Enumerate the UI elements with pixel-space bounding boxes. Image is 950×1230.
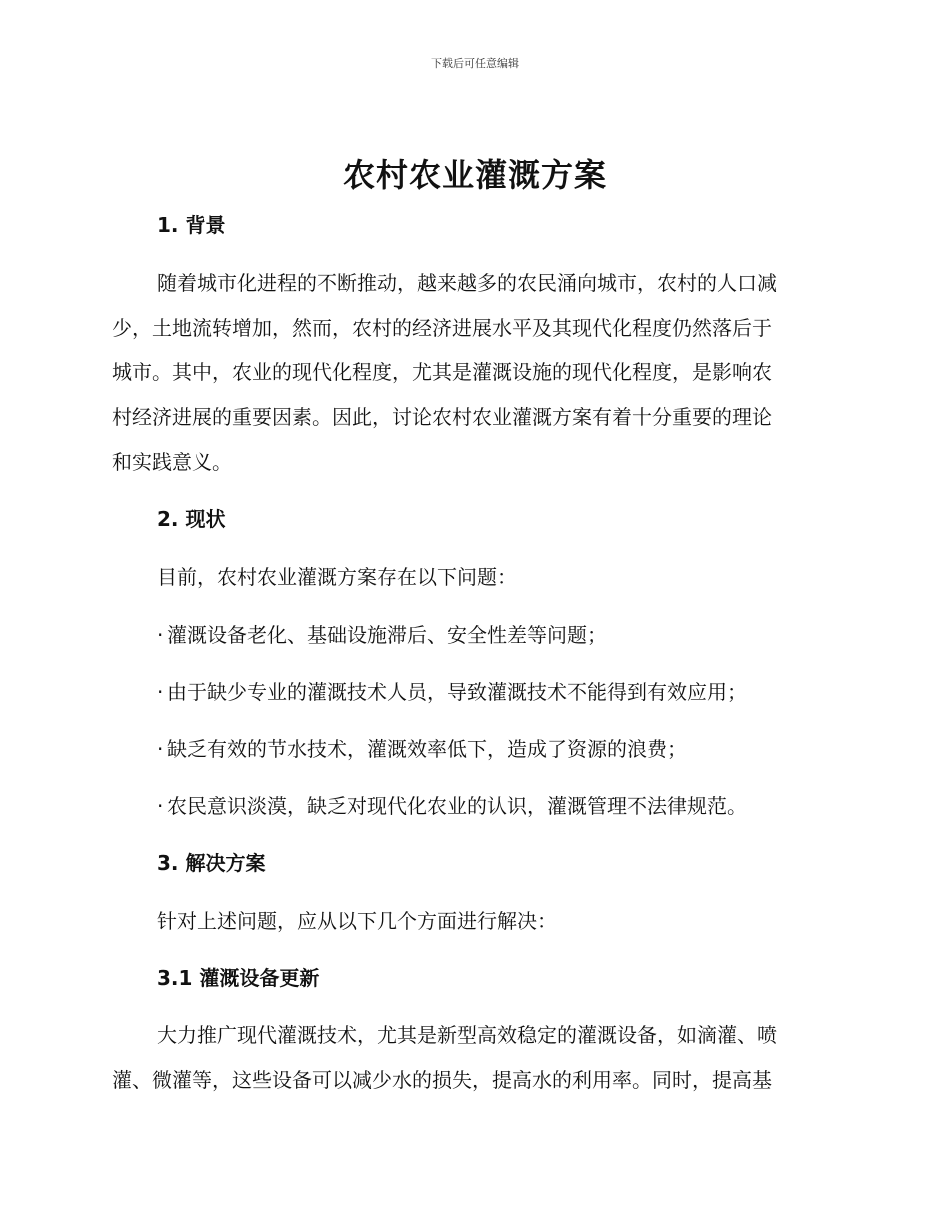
solution-intro: 针对上述问题，应从以下几个方面进行解决： <box>157 909 557 933</box>
bullet-text: 由于缺少专业的灌溉技术人员，导致灌溉技术不能得到有效应用； <box>167 680 747 704</box>
bullet-symbol: · <box>157 680 164 704</box>
bullet-text: 农民意识淡漠，缺乏对现代化农业的认识，灌溉管理不法律规范。 <box>167 794 747 818</box>
bullet-text: 灌溉设备老化、基础设施滞后、安全性差等问题； <box>167 623 607 647</box>
paragraph-line: 少，土地流转增加，然而，农村的经济进展水平及其现代化程度仍然落后于 <box>112 316 772 340</box>
bullet-item <box>157 790 747 819</box>
paragraph-line: 大力推广现代灌溉技术，尤其是新型高效稳定的灌溉设备，如滴灌、喷 <box>157 1023 777 1047</box>
status-intro: 目前，农村农业灌溉方案存在以下问题： <box>157 565 517 589</box>
paragraph-line: 灌、微灌等，这些设备可以减少水的损失，提高水的利用率。同时，提高基 <box>112 1068 772 1092</box>
bullet-text: 缺乏有效的节水技术，灌溉效率低下，造成了资源的浪费； <box>167 737 687 761</box>
section-heading-background: 1. 背景 <box>157 213 226 237</box>
document-title: 农村农业灌溉方案 <box>342 156 607 194</box>
bullet-symbol: · <box>157 794 164 818</box>
paragraph-line: 村经济进展的重要因素。因此，讨论农村农业灌溉方案有着十分重要的理论 <box>112 405 772 429</box>
paragraph-line: 和实践意义。 <box>112 450 232 474</box>
bullet-symbol: · <box>157 737 164 761</box>
header-note: 下载后可任意编辑 <box>431 57 519 70</box>
section-heading-status: 2. 现状 <box>157 507 226 531</box>
paragraph-line: 随着城市化进程的不断推动，越来越多的农民涌向城市，农村的人口减 <box>157 271 777 295</box>
section-heading-solution: 3. 解决方案 <box>157 851 266 875</box>
bullet-item <box>157 676 747 705</box>
bullet-item <box>157 733 687 762</box>
bullet-item <box>157 619 607 648</box>
paragraph-line: 城市。其中，农业的现代化程度，尤其是灌溉设施的现代化程度，是影响农 <box>112 360 772 384</box>
subsection-heading-equipment: 3.1 灌溉设备更新 <box>157 966 320 990</box>
bullet-symbol: · <box>157 623 164 647</box>
